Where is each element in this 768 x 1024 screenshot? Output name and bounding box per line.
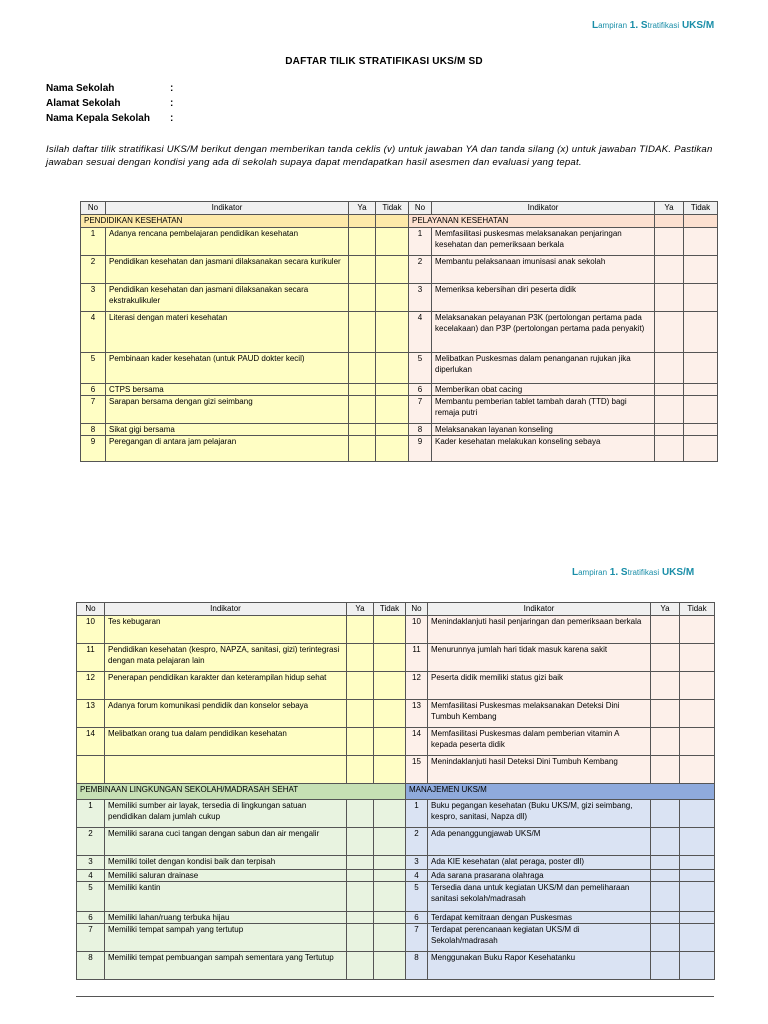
indikator-text: Sarapan bersama dengan gizi seimbang [106, 396, 349, 424]
tidak-cell[interactable] [684, 228, 718, 256]
tidak-cell[interactable] [680, 924, 715, 952]
row-number: 7 [409, 396, 432, 424]
indikator-text: Menggunakan Buku Rapor Kesehatanku [428, 952, 651, 980]
lampiran-rest: ampiran [598, 21, 628, 30]
ya-cell[interactable] [651, 616, 680, 644]
table-row [77, 800, 715, 828]
tidak-cell[interactable] [684, 353, 718, 384]
indikator-text: Membantu pelaksanaan imunisasi anak sekolah [432, 256, 655, 284]
table-row [77, 644, 715, 672]
tidak-cell[interactable] [684, 312, 718, 353]
row-number: 7 [77, 924, 105, 952]
tidak-cell[interactable] [376, 312, 409, 353]
tidak-cell[interactable] [376, 256, 409, 284]
row-number: 1 [406, 800, 428, 828]
row-number: 5 [81, 353, 106, 384]
indikator-text: Memberikan obat cacing [432, 384, 655, 396]
indikator-text: Memfasilitasi Puskesmas melaksanakan Deteksi Dini Tumbuh Kembang [428, 700, 651, 728]
row-number: 6 [77, 912, 105, 924]
indikator-text: Terdapat perencanaan kegiatan UKS/M di Sekolah/madrasah [428, 924, 651, 952]
tidak-cell[interactable] [374, 952, 406, 980]
ya-cell[interactable] [347, 912, 374, 924]
tidak-cell[interactable] [680, 800, 715, 828]
col-indikator: Indikator [105, 603, 347, 616]
table-header-row [81, 202, 718, 215]
tidak-cell[interactable] [374, 924, 406, 952]
tidak-cell[interactable] [684, 284, 718, 312]
ya-cell[interactable] [651, 728, 680, 756]
ya-cell[interactable] [655, 312, 684, 353]
row-number: 3 [409, 284, 432, 312]
indikator-text: Peserta didik memiliki status gizi baik [428, 672, 651, 700]
row-number: 6 [81, 384, 106, 396]
table-row [81, 436, 718, 462]
indikator-text: Ada penanggungjawab UKS/M [428, 828, 651, 856]
row-number: 9 [409, 436, 432, 462]
tidak-cell[interactable] [374, 672, 406, 700]
ya-cell[interactable] [349, 396, 376, 424]
lampiran-initial: L [592, 20, 599, 31]
indikator-text: Pembinaan kader kesehatan (untuk PAUD dokter kecil) [106, 353, 349, 384]
ya-cell[interactable] [347, 756, 374, 784]
info-label: Alamat Sekolah [46, 98, 121, 109]
tidak-cell[interactable] [374, 870, 406, 882]
indikator-text: Tersedia dana untuk kegiatan UKS/M dan pemeliharaan sanitasi sekolah/madrasah [428, 882, 651, 912]
indikator-text: Pendidikan kesehatan (kespro, NAPZA, sanitasi, gizi) terintegrasi dengan mata pelajaran lain [105, 644, 347, 672]
row-number: 8 [406, 952, 428, 980]
stratifikasi-initial: S [620, 567, 628, 578]
indikator-text: Memiliki kantin [105, 882, 347, 912]
indikator-text: Memiliki tempat sampah yang tertutup [105, 924, 347, 952]
ya-cell[interactable] [347, 882, 374, 912]
table-row [77, 856, 715, 870]
row-number: 1 [409, 228, 432, 256]
ya-cell[interactable] [651, 856, 680, 870]
tidak-cell[interactable] [684, 396, 718, 424]
tidak-cell[interactable] [376, 384, 409, 396]
row-number: 3 [77, 856, 105, 870]
ya-cell[interactable] [349, 312, 376, 353]
row-number: 12 [77, 672, 105, 700]
tidak-cell[interactable] [680, 882, 715, 912]
section-pendidikan-kesehatan: PENDIDIKAN KESEHATAN [81, 215, 349, 228]
table-row [81, 384, 718, 396]
tidak-cell[interactable] [680, 700, 715, 728]
tidak-cell[interactable] [376, 436, 409, 462]
ya-cell[interactable] [349, 228, 376, 256]
row-number: 9 [81, 436, 106, 462]
ya-cell[interactable] [655, 215, 684, 228]
indikator-text: Penerapan pendidikan karakter dan keterampilan hidup sehat [105, 672, 347, 700]
ya-cell[interactable] [349, 215, 376, 228]
row-number: 13 [77, 700, 105, 728]
info-alamat-sekolah [46, 98, 173, 109]
table-row [77, 882, 715, 912]
table-row [77, 870, 715, 882]
col-no: No [77, 603, 105, 616]
row-number [77, 756, 105, 784]
indikator-text: Ada KIE kesehatan (alat peraga, poster dll) [428, 856, 651, 870]
tidak-cell[interactable] [376, 424, 409, 436]
lampiran-number: 1. [629, 20, 639, 31]
tidak-cell[interactable] [684, 424, 718, 436]
stratifikasi-rest: tratifikasi [627, 568, 660, 577]
indikator-text: Pendidikan kesehatan dan jasmani dilaksanakan secara kurikuler [106, 256, 349, 284]
indikator-text: Membantu pemberian tablet tambah darah (TTD) bagi remaja putri [432, 396, 655, 424]
table-row [81, 228, 718, 256]
col-no: No [409, 202, 432, 215]
table-row [77, 616, 715, 644]
row-number: 2 [81, 256, 106, 284]
indikator-text: Memiliki sarana cuci tangan dengan sabun dan air mengalir [105, 828, 347, 856]
indikator-text: Memiliki tempat pembuangan sampah sementara yang Tertutup [105, 952, 347, 980]
tidak-cell[interactable] [376, 215, 409, 228]
col-tidak: Tidak [374, 603, 406, 616]
info-label: Nama Kepala Sekolah [46, 113, 150, 124]
info-nama-sekolah [46, 83, 173, 94]
ya-cell[interactable] [349, 256, 376, 284]
col-ya: Ya [349, 202, 376, 215]
indikator-text [105, 756, 347, 784]
table-row [77, 952, 715, 980]
col-no: No [81, 202, 106, 215]
ya-cell[interactable] [655, 384, 684, 396]
ya-cell[interactable] [347, 672, 374, 700]
ya-cell[interactable] [651, 756, 680, 784]
col-no: No [406, 603, 428, 616]
tidak-cell[interactable] [376, 284, 409, 312]
info-sep: : [170, 98, 174, 109]
tidak-cell[interactable] [374, 828, 406, 856]
ya-cell[interactable] [651, 672, 680, 700]
tidak-cell[interactable] [376, 228, 409, 256]
ya-cell[interactable] [655, 424, 684, 436]
row-number: 2 [406, 828, 428, 856]
col-tidak: Tidak [680, 603, 715, 616]
info-sep: : [170, 113, 174, 124]
row-number: 2 [77, 828, 105, 856]
indikator-text: Peregangan di antara jam pelajaran [106, 436, 349, 462]
row-number: 14 [77, 728, 105, 756]
table-row [77, 924, 715, 952]
tidak-cell[interactable] [376, 353, 409, 384]
indikator-text: Ada sarana prasarana olahraga [428, 870, 651, 882]
tidak-cell[interactable] [680, 644, 715, 672]
table-row [81, 284, 718, 312]
tidak-cell[interactable] [374, 800, 406, 828]
ya-cell[interactable] [349, 436, 376, 462]
section-row [81, 215, 718, 228]
section-lingkungan-sehat: PEMBINAAN LINGKUNGAN SEKOLAH/MADRASAH SEHAT [77, 784, 406, 800]
row-number: 2 [409, 256, 432, 284]
lampiran-rest: ampiran [578, 568, 608, 577]
row-number: 5 [77, 882, 105, 912]
tidak-cell[interactable] [374, 756, 406, 784]
lampiran-initial: L [572, 567, 579, 578]
indikator-text: Memiliki toilet dengan kondisi baik dan terpisah [105, 856, 347, 870]
ya-cell[interactable] [655, 228, 684, 256]
row-number: 3 [406, 856, 428, 870]
row-number: 4 [77, 870, 105, 882]
indikator-text: Sikat gigi bersama [106, 424, 349, 436]
table-row [77, 912, 715, 924]
tidak-cell[interactable] [680, 912, 715, 924]
indikator-text: Memiliki saluran drainase [105, 870, 347, 882]
indikator-text: Buku pegangan kesehatan (Buku UKS/M, gizi seimbang, kespro, sanitasi, Napza dll) [428, 800, 651, 828]
col-ya: Ya [651, 603, 680, 616]
indikator-text: Adanya forum komunikasi pendidik dan konselor sebaya [105, 700, 347, 728]
ya-cell[interactable] [651, 952, 680, 980]
indikator-text: Memfasilitasi Puskesmas dalam pemberian vitamin A kepada peserta didik [428, 728, 651, 756]
tidak-cell[interactable] [684, 215, 718, 228]
table-row [77, 700, 715, 728]
table-row [81, 396, 718, 424]
table-row [77, 828, 715, 856]
ya-cell[interactable] [347, 924, 374, 952]
indikator-text: Menurunnya jumlah hari tidak masuk karena sakit [428, 644, 651, 672]
indikator-text: Memiliki lahan/ruang terbuka hijau [105, 912, 347, 924]
indikator-text: Memiliki sumber air layak, tersedia di lingkungan satuan pendidikan dalam jumlah cukup [105, 800, 347, 828]
ya-cell[interactable] [349, 353, 376, 384]
section-manajemen-uksm: MANAJEMEN UKS/M [406, 784, 715, 800]
row-number: 4 [81, 312, 106, 353]
row-number: 15 [406, 756, 428, 784]
info-sep: : [170, 83, 174, 94]
ya-cell[interactable] [651, 644, 680, 672]
lampiran-number: 1. [609, 567, 619, 578]
row-number: 8 [409, 424, 432, 436]
col-tidak: Tidak [376, 202, 409, 215]
table-row [77, 728, 715, 756]
row-number: 1 [81, 228, 106, 256]
table-row [81, 353, 718, 384]
indikator-text: Melibatkan Puskesmas dalam penanganan rujukan jika diperlukan [432, 353, 655, 384]
indikator-text: Adanya rencana pembelajaran pendidikan kesehatan [106, 228, 349, 256]
bottom-rule [76, 996, 714, 997]
ya-cell[interactable] [655, 396, 684, 424]
ya-cell[interactable] [349, 284, 376, 312]
row-number: 1 [77, 800, 105, 828]
ya-cell[interactable] [347, 828, 374, 856]
ya-cell[interactable] [349, 384, 376, 396]
tidak-cell[interactable] [680, 856, 715, 870]
row-number: 10 [406, 616, 428, 644]
row-number: 5 [406, 882, 428, 912]
checklist-table-1 [80, 201, 718, 462]
row-number: 7 [81, 396, 106, 424]
row-number: 4 [406, 870, 428, 882]
info-kepala-sekolah [46, 113, 173, 124]
ya-cell[interactable] [349, 424, 376, 436]
indikator-text: Memeriksa kebersihan diri peserta didik [432, 284, 655, 312]
tidak-cell[interactable] [374, 644, 406, 672]
tidak-cell[interactable] [374, 912, 406, 924]
row-number: 6 [409, 384, 432, 396]
col-tidak: Tidak [684, 202, 718, 215]
ya-cell[interactable] [655, 284, 684, 312]
indikator-text: Melaksanakan layanan konseling [432, 424, 655, 436]
row-number: 3 [81, 284, 106, 312]
tidak-cell[interactable] [680, 672, 715, 700]
lampiran-header-2 [572, 567, 694, 578]
table-row [77, 672, 715, 700]
ya-cell[interactable] [651, 924, 680, 952]
ya-cell[interactable] [651, 700, 680, 728]
col-indikator: Indikator [428, 603, 651, 616]
lampiran-tail: UKS/M [681, 20, 715, 31]
table-row [81, 256, 718, 284]
ya-cell[interactable] [651, 870, 680, 882]
indikator-text: Literasi dengan materi kesehatan [106, 312, 349, 353]
row-number: 14 [406, 728, 428, 756]
ya-cell[interactable] [347, 800, 374, 828]
row-number: 13 [406, 700, 428, 728]
tidak-cell[interactable] [680, 728, 715, 756]
stratifikasi-initial: S [640, 20, 648, 31]
document-title: DAFTAR TILIK STRATIFIKASI UKS/M SD [285, 56, 483, 67]
row-number: 11 [77, 644, 105, 672]
indikator-text: Pendidikan kesehatan dan jasmani dilaksanakan secara ekstrakulikuler [106, 284, 349, 312]
table-row [81, 424, 718, 436]
indikator-text: Menindaklanjuti hasil Deteksi Dini Tumbuh Kembang [428, 756, 651, 784]
row-number: 12 [406, 672, 428, 700]
checklist-table-2 [76, 602, 715, 980]
indikator-text: Melaksanakan pelayanan P3K (pertolongan pertama pada kecelakaan) dan P3P (pertolongan pertama pada penyakit) [432, 312, 655, 353]
ya-cell[interactable] [655, 256, 684, 284]
tidak-cell[interactable] [374, 616, 406, 644]
row-number: 4 [409, 312, 432, 353]
tidak-cell[interactable] [680, 828, 715, 856]
tidak-cell[interactable] [684, 256, 718, 284]
table-row [77, 756, 715, 784]
tidak-cell[interactable] [374, 882, 406, 912]
indikator-text: Tes kebugaran [105, 616, 347, 644]
ya-cell[interactable] [655, 436, 684, 462]
tidak-cell[interactable] [680, 952, 715, 980]
col-indikator: Indikator [432, 202, 655, 215]
indikator-text: Terdapat kemitraan dengan Puskesmas [428, 912, 651, 924]
tidak-cell[interactable] [680, 756, 715, 784]
indikator-text: CTPS bersama [106, 384, 349, 396]
tidak-cell[interactable] [374, 728, 406, 756]
row-number: 11 [406, 644, 428, 672]
ya-cell[interactable] [347, 644, 374, 672]
ya-cell[interactable] [651, 882, 680, 912]
tidak-cell[interactable] [374, 856, 406, 870]
row-number: 6 [406, 912, 428, 924]
lampiran-tail: UKS/M [661, 567, 695, 578]
stratifikasi-rest: tratifikasi [647, 21, 680, 30]
row-number: 7 [406, 924, 428, 952]
section-row [77, 784, 715, 800]
tidak-cell[interactable] [374, 700, 406, 728]
row-number: 8 [81, 424, 106, 436]
ya-cell[interactable] [347, 870, 374, 882]
indikator-text: Melibatkan orang tua dalam pendidikan kesehatan [105, 728, 347, 756]
indikator-text: Memfasilitasi puskesmas melaksanakan penjaringan kesehatan dan pemeriksaan berkala [432, 228, 655, 256]
lampiran-header [592, 20, 714, 31]
section-pelayanan-kesehatan: PELAYANAN KESEHATAN [409, 215, 655, 228]
table-row [81, 312, 718, 353]
info-label: Nama Sekolah [46, 83, 115, 94]
tidak-cell[interactable] [680, 616, 715, 644]
ya-cell[interactable] [651, 828, 680, 856]
table-header-row [77, 603, 715, 616]
indikator-text: Menindaklanjuti hasil penjaringan dan pemeriksaan berkala [428, 616, 651, 644]
tidak-cell[interactable] [376, 396, 409, 424]
ya-cell[interactable] [347, 700, 374, 728]
tidak-cell[interactable] [684, 436, 718, 462]
indikator-text: Kader kesehatan melakukan konseling sebaya [432, 436, 655, 462]
row-number: 5 [409, 353, 432, 384]
ya-cell[interactable] [651, 800, 680, 828]
ya-cell[interactable] [347, 952, 374, 980]
ya-cell[interactable] [651, 912, 680, 924]
ya-cell[interactable] [347, 616, 374, 644]
col-ya: Ya [655, 202, 684, 215]
instructions: Isilah daftar tilik stratifikasi UKS/M berikut dengan memberikan tanda ceklis (v) untuk jawaban YA dan tanda silang (x) untuk jawaban TIDAK. Pastikan jawaban sesuai dengan kondisi yang ada di sekolah supaya dapat mendapatkan hasil asesmen dan evaluasi yang tepat. [46, 144, 713, 168]
col-ya: Ya [347, 603, 374, 616]
ya-cell[interactable] [655, 353, 684, 384]
col-indikator: Indikator [106, 202, 349, 215]
ya-cell[interactable] [347, 856, 374, 870]
row-number: 10 [77, 616, 105, 644]
tidak-cell[interactable] [680, 870, 715, 882]
row-number: 8 [77, 952, 105, 980]
ya-cell[interactable] [347, 728, 374, 756]
tidak-cell[interactable] [684, 384, 718, 396]
